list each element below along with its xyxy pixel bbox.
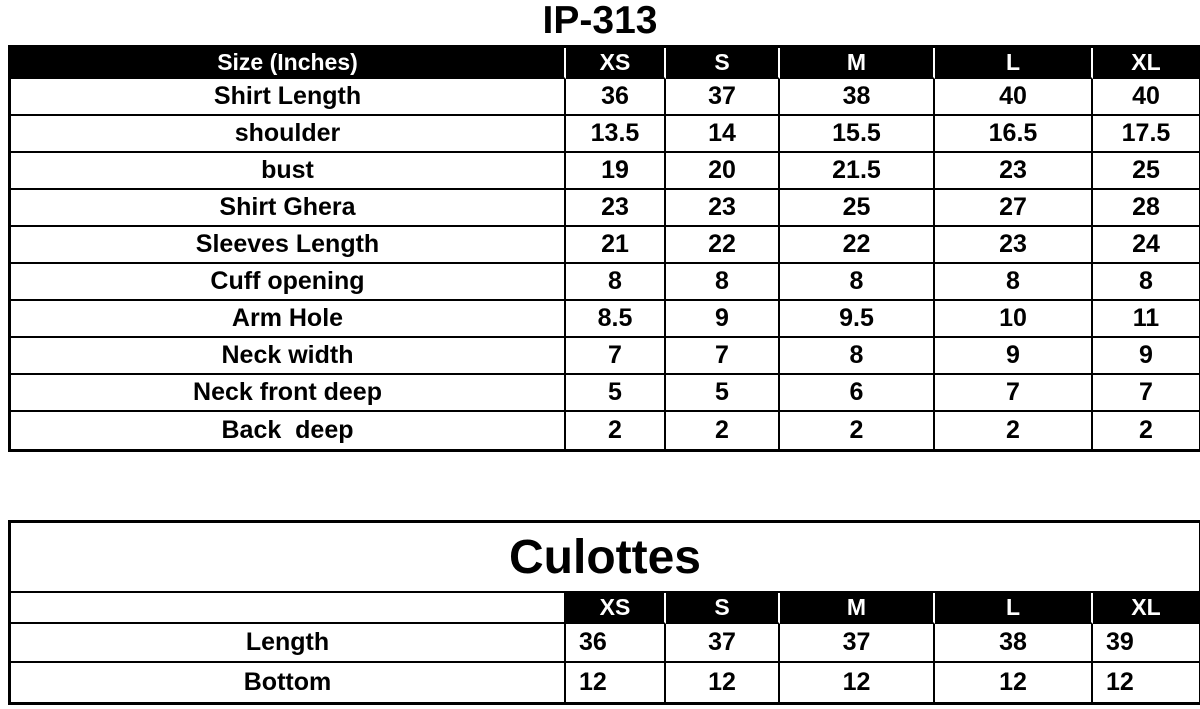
page-title: IP-313: [542, 0, 658, 42]
measurement-value-cell: 5: [566, 375, 666, 412]
size-col-xl: XL: [1093, 593, 1199, 624]
measurement-value-cell: 7: [1093, 375, 1199, 412]
table-row: [11, 190, 1199, 227]
measurement-value-cell: 2: [566, 412, 666, 449]
measurement-value-cell: 13.5: [566, 116, 666, 153]
measurement-row-label: Shirt Length: [11, 79, 566, 116]
culottes-size-header-row: [11, 593, 1199, 624]
size-col-l: L: [935, 593, 1093, 624]
measurement-value-cell: 11: [1093, 301, 1199, 338]
measurement-value-cell: 24: [1093, 227, 1199, 264]
measurement-value-cell: 25: [1093, 153, 1199, 190]
measurement-value-cell: 21: [566, 227, 666, 264]
measurement-value-cell: 28: [1093, 190, 1199, 227]
measurement-value-cell: 8.5: [566, 301, 666, 338]
measurement-value-cell: 2: [666, 412, 780, 449]
measurement-value-cell: 40: [1093, 79, 1199, 116]
measurement-value-cell: 9.5: [780, 301, 935, 338]
measurement-value-cell: 15.5: [780, 116, 935, 153]
measurement-value-cell: 9: [666, 301, 780, 338]
measurement-value-cell: 23: [935, 227, 1093, 264]
table-row: [11, 375, 1199, 412]
measurement-row-label: Neck width: [11, 338, 566, 375]
size-col-m: M: [780, 593, 935, 624]
measurement-value-cell: 14: [666, 116, 780, 153]
measurement-value-cell: 12: [1093, 663, 1199, 702]
measurement-value-cell: 7: [935, 375, 1093, 412]
measurement-value-cell: 38: [780, 79, 935, 116]
shirt-size-table: [8, 45, 1200, 452]
measurement-value-cell: 23: [666, 190, 780, 227]
measurement-value-cell: 7: [566, 338, 666, 375]
table-row: [11, 624, 1199, 663]
measurement-value-cell: 37: [666, 79, 780, 116]
measurement-row-label: Cuff opening: [11, 264, 566, 301]
table-row: [11, 227, 1199, 264]
measurement-row-label: Sleeves Length: [11, 227, 566, 264]
table-row: [11, 264, 1199, 301]
table-row: [11, 116, 1199, 153]
measurement-value-cell: 8: [666, 264, 780, 301]
measurement-value-cell: 9: [1093, 338, 1199, 375]
measurement-value-cell: 36: [566, 624, 666, 663]
measurement-value-cell: 23: [935, 153, 1093, 190]
measurement-value-cell: 8: [935, 264, 1093, 301]
measurement-value-cell: 20: [666, 153, 780, 190]
measurement-value-cell: 37: [666, 624, 780, 663]
measurement-value-cell: 9: [935, 338, 1093, 375]
table-row: [11, 338, 1199, 375]
measurement-value-cell: 19: [566, 153, 666, 190]
measurement-value-cell: 12: [780, 663, 935, 702]
measurement-value-cell: 12: [935, 663, 1093, 702]
size-units-label: Size (Inches): [11, 48, 566, 79]
measurement-row-label: Back deep: [11, 412, 566, 449]
size-col-xs: XS: [566, 593, 666, 624]
table-row: [11, 412, 1199, 449]
measurement-row-label: Arm Hole: [11, 301, 566, 338]
size-col-xl: XL: [1093, 48, 1199, 79]
size-col-s: S: [666, 48, 780, 79]
measurement-value-cell: 10: [935, 301, 1093, 338]
measurement-value-cell: 12: [566, 663, 666, 702]
measurement-value-cell: 38: [935, 624, 1093, 663]
size-col-m: M: [780, 48, 935, 79]
table-row: [11, 153, 1199, 190]
measurement-row-label: Neck front deep: [11, 375, 566, 412]
measurement-value-cell: 16.5: [935, 116, 1093, 153]
measurement-value-cell: 22: [666, 227, 780, 264]
table-row: [11, 663, 1199, 702]
measurement-value-cell: 8: [780, 338, 935, 375]
measurement-value-cell: 17.5: [1093, 116, 1199, 153]
size-col-s: S: [666, 593, 780, 624]
size-col-xs: XS: [566, 48, 666, 79]
measurement-row-label: shoulder: [11, 116, 566, 153]
size-col-l: L: [935, 48, 1093, 79]
shirt-size-header-row: [11, 48, 1199, 79]
measurement-value-cell: 36: [566, 79, 666, 116]
measurement-value-cell: 2: [935, 412, 1093, 449]
measurement-value-cell: 37: [780, 624, 935, 663]
culottes-size-table: [8, 520, 1200, 705]
measurement-value-cell: 8: [566, 264, 666, 301]
measurement-value-cell: 8: [780, 264, 935, 301]
culottes-title-row: [11, 523, 1199, 593]
culottes-title: Culottes: [11, 523, 1199, 593]
table-row: [11, 301, 1199, 338]
table-row: [11, 79, 1199, 116]
measurement-value-cell: 25: [780, 190, 935, 227]
measurement-value-cell: 40: [935, 79, 1093, 116]
measurement-row-label: Shirt Ghera: [11, 190, 566, 227]
measurement-value-cell: 12: [666, 663, 780, 702]
measurement-value-cell: 5: [666, 375, 780, 412]
measurement-value-cell: 21.5: [780, 153, 935, 190]
measurement-value-cell: 6: [780, 375, 935, 412]
culottes-header-blank-cell: [11, 593, 566, 624]
measurement-value-cell: 2: [780, 412, 935, 449]
measurement-value-cell: 23: [566, 190, 666, 227]
measurement-row-label: bust: [11, 153, 566, 190]
measurement-value-cell: 22: [780, 227, 935, 264]
measurement-value-cell: 7: [666, 338, 780, 375]
measurement-row-label: Bottom: [11, 663, 566, 702]
measurement-value-cell: 27: [935, 190, 1093, 227]
measurement-value-cell: 2: [1093, 412, 1199, 449]
measurement-value-cell: 39: [1093, 624, 1199, 663]
measurement-row-label: Length: [11, 624, 566, 663]
measurement-value-cell: 8: [1093, 264, 1199, 301]
